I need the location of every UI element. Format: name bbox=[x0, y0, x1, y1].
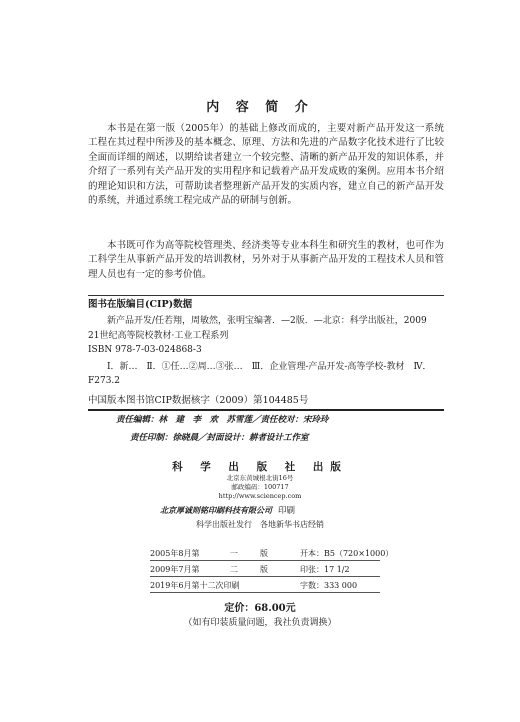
distributor-line: 科学出版社发行 各地新华书店经销 bbox=[196, 520, 324, 529]
edition-number: 一 bbox=[230, 549, 238, 558]
cip-number: 中国版本图书馆CIP数据核字（2009）第104485号 bbox=[88, 395, 309, 406]
credits-production: 责任印制：徐晓晨／封面设计：耕者设计工作室 bbox=[130, 433, 309, 443]
cip-line-1: 新产品开发/任若翔，周敏然，张明宝编著．—2版．—北京：科学出版社，2009 bbox=[107, 316, 427, 326]
edition-date: 2019年6月第十二次印刷 bbox=[150, 581, 240, 590]
divider bbox=[150, 560, 380, 561]
publisher-postcode: 邮政编码：100717 bbox=[231, 483, 289, 491]
edition-number: 二 bbox=[230, 565, 238, 574]
edition-label: 版 bbox=[260, 565, 268, 574]
summary-paragraph-2: 本书既可作为高等院校管理类、经济类等专业本科生和研究生的教材，也可作为工科学生从事新产品开发的培训教材，另外对于从事新产品开发的工程技术人员和管理人员也有一定的参考价值。 bbox=[88, 240, 444, 280]
edition-spec: 印张：17 1/2 bbox=[300, 565, 350, 574]
price: 定价：68.00元 bbox=[224, 603, 296, 614]
publisher-website: http://www.sciencep.com bbox=[218, 492, 302, 500]
printer-name: 北京厚诚则铭印刷科技有限公司 bbox=[160, 505, 272, 515]
summary-paragraph-1: 本书是在第一版（2005年）的基础上修改而成的，主要对新产品开发这一系统工程在其过程中所涉及的基本概念、原理、方法和先进的产品数字化技术进行了比较全面而详细的阐述，以期给读者建立一个较完整、清晰的新产品开发的知识体系，并介绍了一系列有关产品开发的实用程序和记载着产品开发成败的案例。应用本书介绍的理论知识和方法，可帮助读者整理新产品开发的实质内容，建立自己的新产品开发的系统，并通过系统工程完成产品的研制与创新。 bbox=[88, 123, 444, 207]
edition-spec: 字数：333 000 bbox=[300, 581, 358, 590]
quality-notice: （如有印装质量问题，我社负责调换） bbox=[183, 618, 337, 628]
cip-line-4: Ⅰ．新… Ⅱ．①任…②周…③张… Ⅲ．企业管理-产品开发-高等学校-教材 Ⅳ．F273.2 bbox=[88, 362, 432, 386]
divider-thick bbox=[88, 409, 444, 411]
printer-line bbox=[160, 504, 295, 516]
edition-date: 2005年8月第 bbox=[150, 549, 200, 558]
cip-line-3: ISBN 978-7-03-024868-3 bbox=[88, 345, 202, 355]
divider bbox=[150, 592, 380, 593]
edition-date: 2009年7月第 bbox=[150, 565, 200, 574]
credits-editors: 责任编辑：林 建 李 欢 苏雪莲／责任校对：宋玲玲 bbox=[116, 415, 329, 425]
publisher-address: 北京东黄城根北街16号 bbox=[226, 474, 294, 482]
divider bbox=[150, 576, 380, 577]
summary-title: 内 容 简 介 bbox=[206, 100, 314, 115]
printer-mark: 印刷 bbox=[278, 506, 296, 516]
publisher-name: 科 学 出 版 社 出版 bbox=[172, 461, 348, 473]
cip-line-2: 21世纪高等院校教材·工业工程系列 bbox=[88, 331, 229, 341]
edition-spec: 开本：B5（720×1000） bbox=[300, 549, 394, 558]
cip-heading: 图书在版编目(CIP)数据 bbox=[88, 299, 193, 310]
edition-label: 版 bbox=[260, 549, 268, 558]
